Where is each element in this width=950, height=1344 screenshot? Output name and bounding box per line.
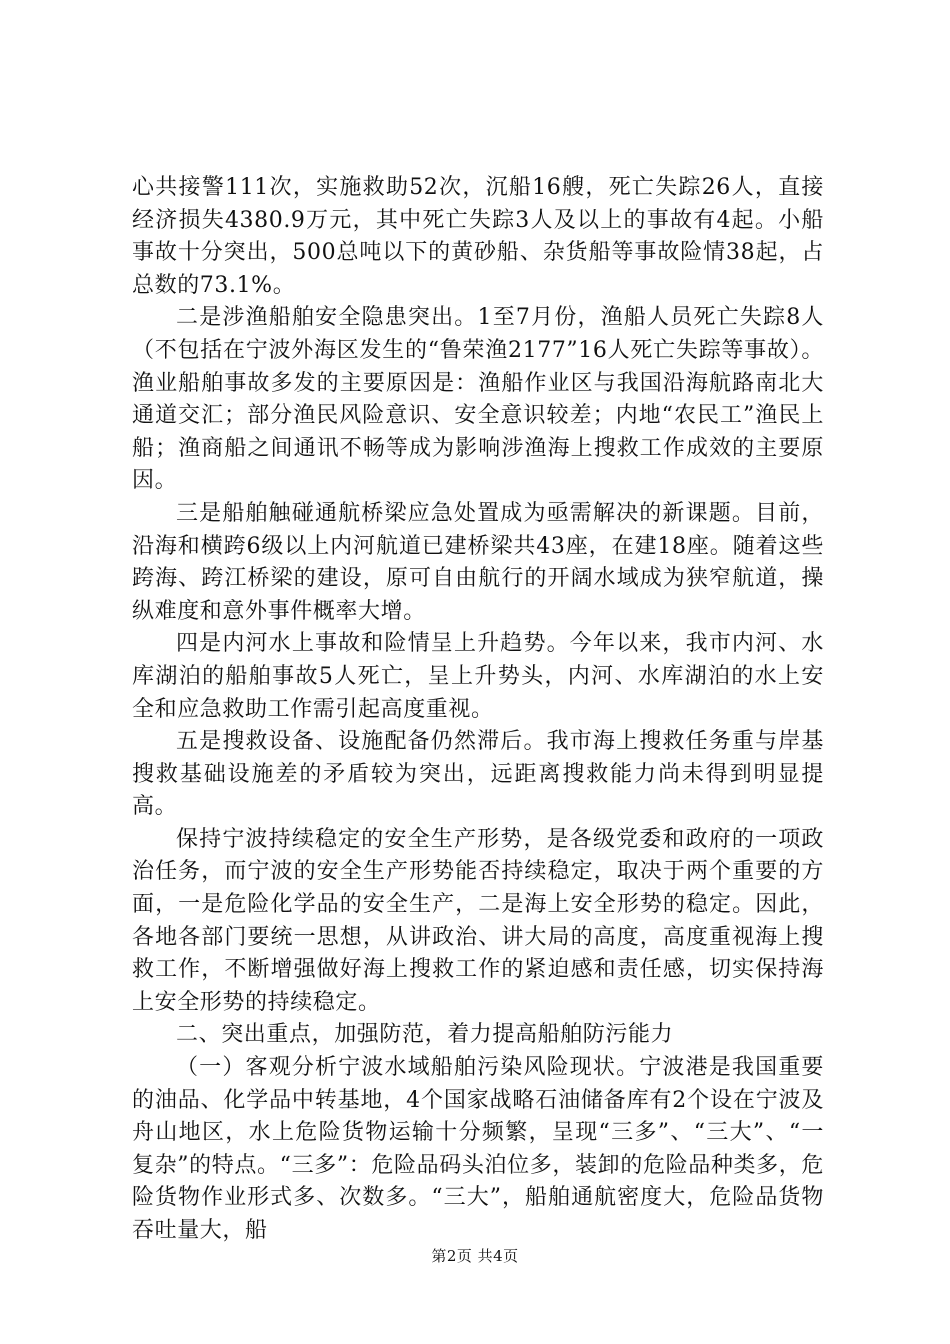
paragraph-continued-statistics: 心共接警111次，实施救助52次，沉船16艘，死亡失踪26人，直接经济损失4380.9万元，其中死亡失踪3人及以上的事故有4起。小船事故十分突出，500总吨以下的黄砂船、杂货船等事故险情38起，占总数的73.1%。 [132, 175, 824, 298]
paragraph-inland-waterway: 四是内河水上事故和险情呈上升趋势。今年以来，我市内河、水库湖泊的船舶事故5人死亡，呈上升势头，内河、水库湖泊的水上安全和应急救助工作需引起高度重视。 [132, 631, 824, 722]
page-number-footer: 第2页 共4页 [431, 1247, 519, 1265]
document-body [132, 172, 824, 1248]
paragraph-safety-situation: 保持宁波持续稳定的安全生产形势，是各级党委和政府的一项政治任务，而宁波的安全生产形势能否持续稳定，取决于两个重要的方面，一是危险化学品的安全生产，二是海上安全形势的稳定。因此，各地各部门要统一思想，从讲政治、讲大局的高度，高度重视海上搜救工作，不断增强做好海上搜救工作的紧迫感和责任感，切实保持海上安全形势的持续稳定。 [132, 826, 824, 1015]
section-heading-pollution-prevention: 二、突出重点，加强防范，着力提高船舶防污能力 [176, 1022, 674, 1048]
paragraph-bridge-collision: 三是船舶触碰通航桥梁应急处置成为亟需解决的新课题。目前，沿海和横跨6级以上内河航道已建桥梁共43座，在建18座。随着这些跨海、跨江桥梁的建设，原可自由航行的开阔水域成为狭窄航道，操纵难度和意外事件概率大增。 [132, 500, 824, 624]
paragraph-rescue-equipment: 五是搜救设备、设施配备仍然滞后。我市海上搜救任务重与岸基搜救基础设施差的矛盾较为突出，远距离搜救能力尚未得到明显提高。 [132, 729, 824, 820]
paragraph-fishing-vessel-hazards: 二是涉渔船舶安全隐患突出。1至7月份，渔船人员死亡失踪8人（不包括在宁波外海区发生的“鲁荣渔2177”16人死亡失踪等事故）。渔业船舶事故多发的主要原因是：渔船作业区与我国沿海航路南北大通道交汇；部分渔民风险意识、安全意识较差；内地“农民工”渔民上船；渔商船之间通讯不畅等成为影响涉渔海上搜救工作成效的主要原因。 [132, 305, 824, 494]
paragraph-pollution-risk-analysis: （一）客观分析宁波水域船舶污染风险现状。宁波港是我国重要的油品、化学品中转基地，4个国家战略石油储备库有2个设在宁波及舟山地区，水上危险货物运输十分频繁，呈现“三多”、“三大”、“一复杂”的特点。“三多”：危险品码头泊位多，装卸的危险品种类多，危险货物作业形式多、次数多。“三大”，船舶通航密度大，危险品货物吞吐量大，船 [132, 1055, 824, 1243]
